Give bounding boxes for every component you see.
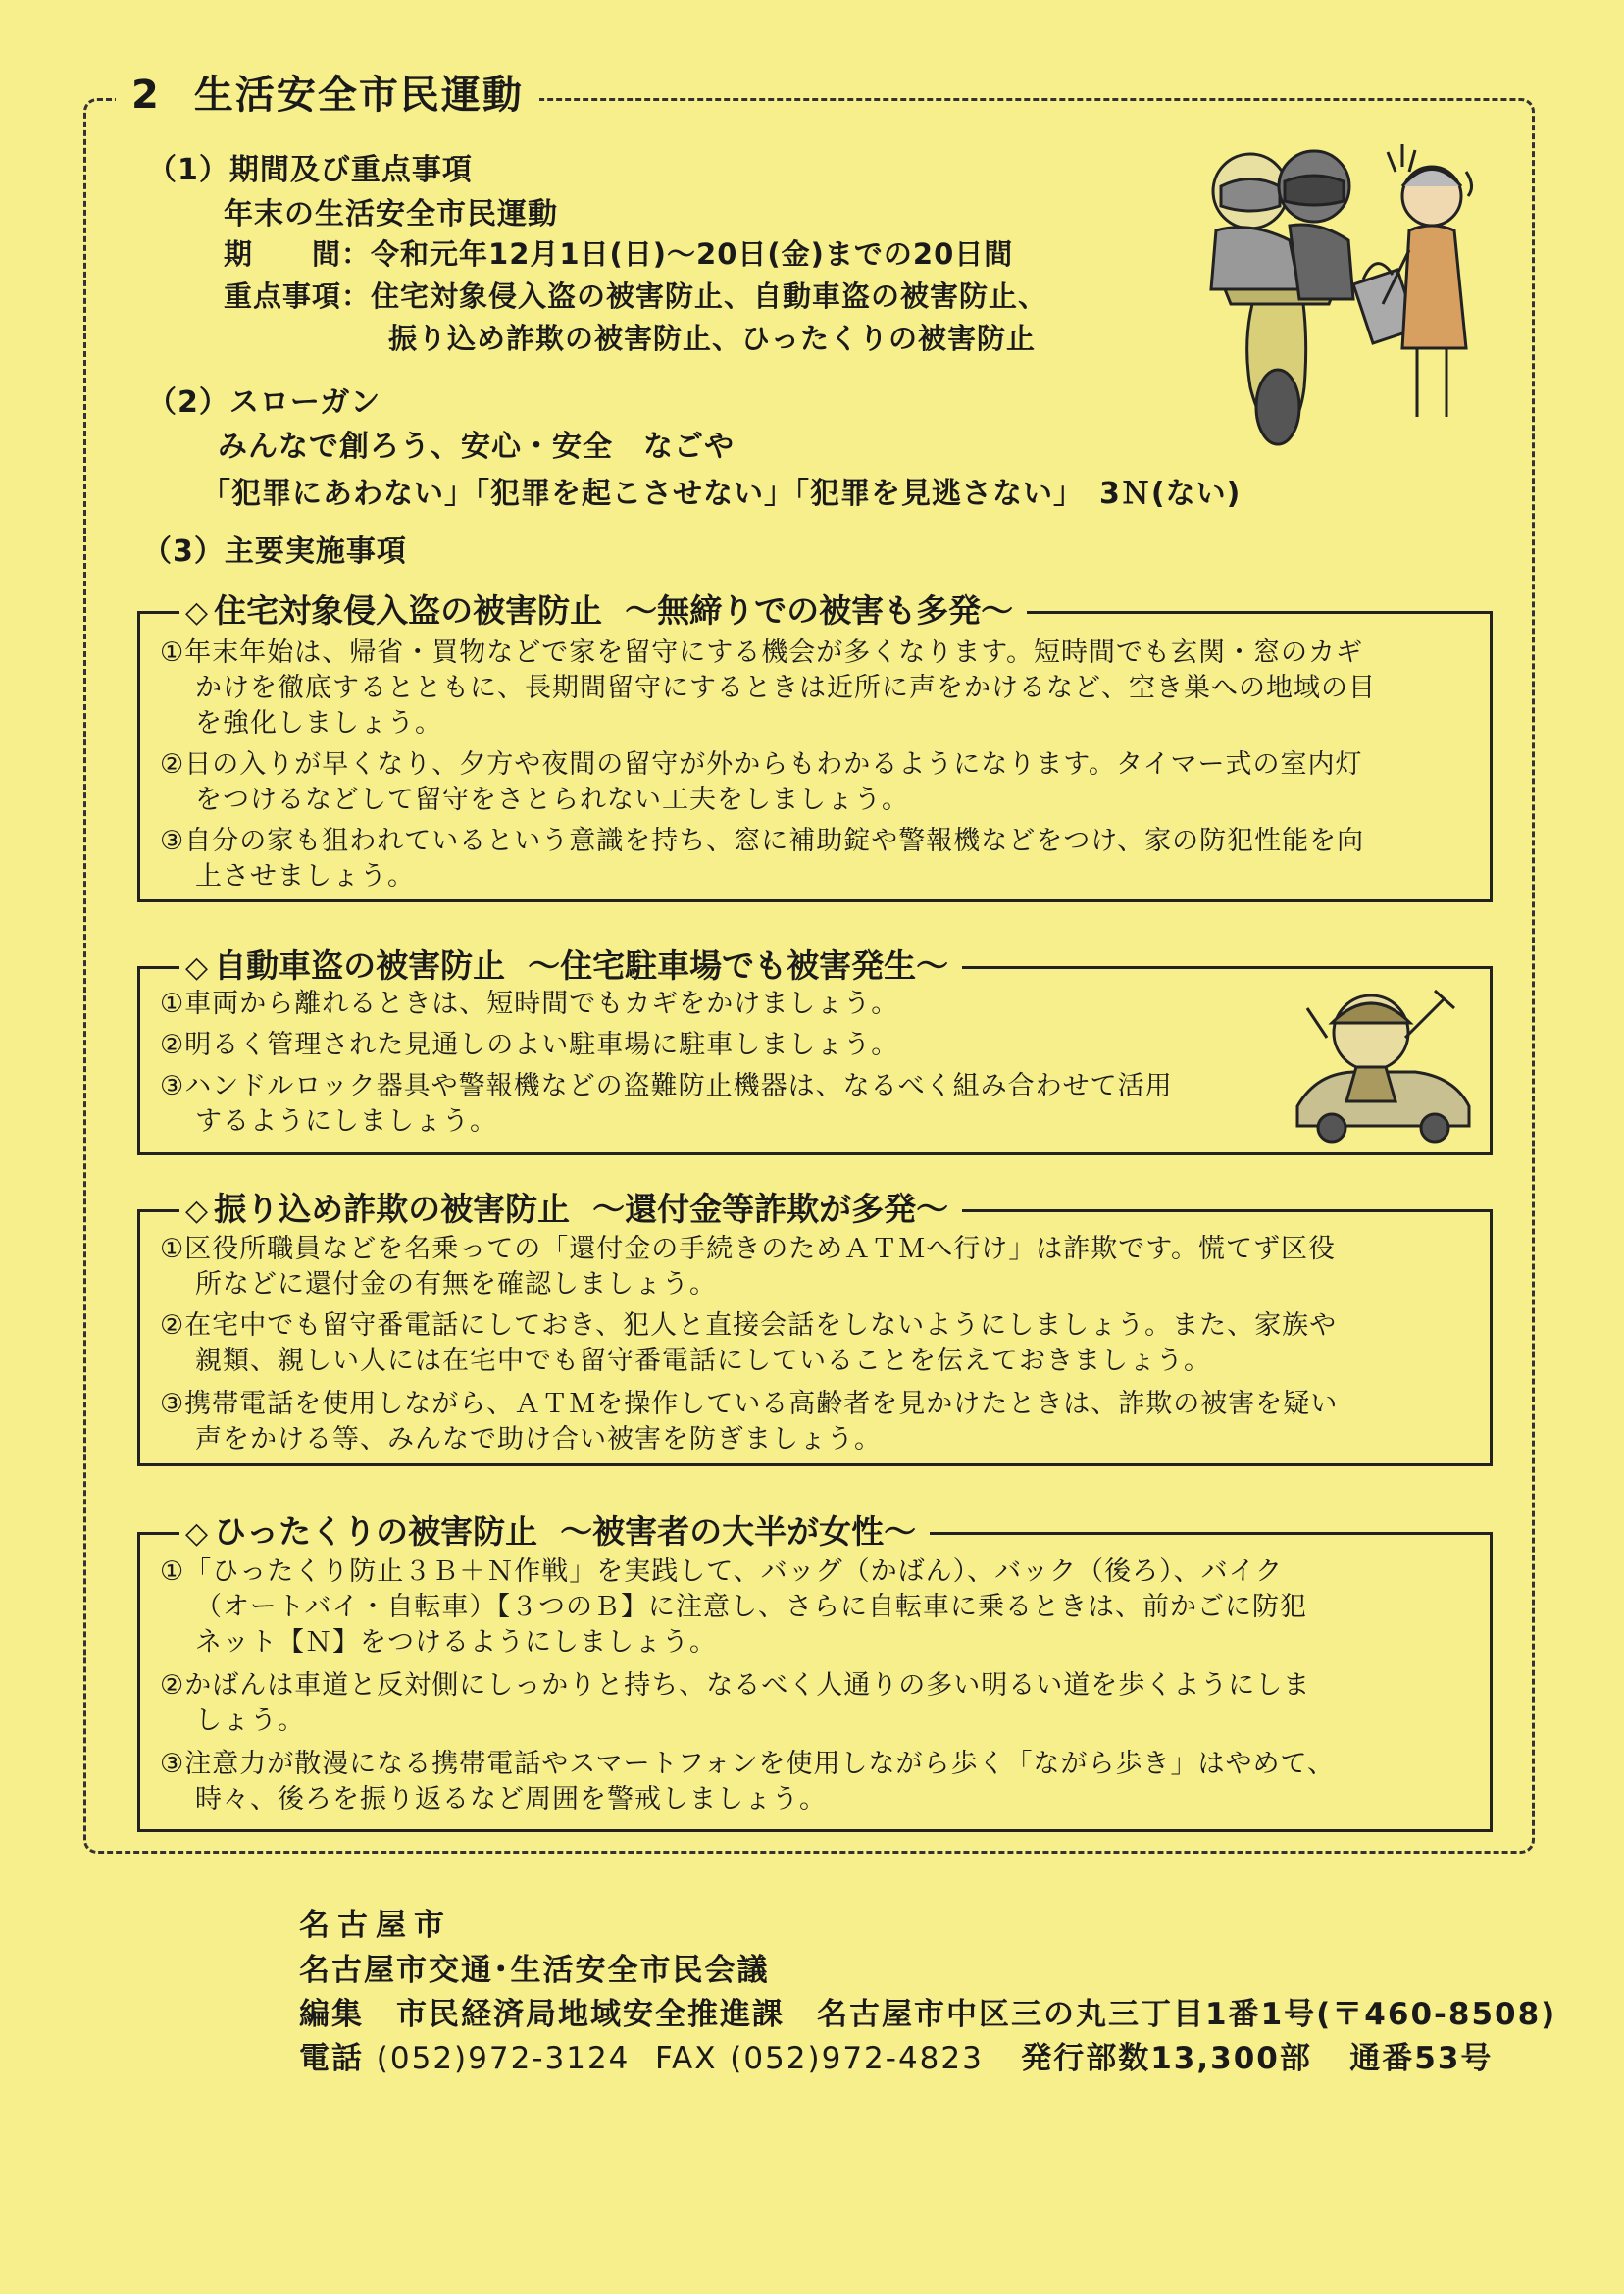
diamond-icon: ◇ [185,1194,209,1228]
box-fraud-tail: ～還付金等詐欺が多発～ [592,1190,949,1228]
box-snatching-title [179,1508,930,1555]
box-snatching [137,1512,1493,1832]
diamond-icon: ◇ [185,1516,209,1551]
box-car-theft [137,946,1493,1155]
box-title-rule [936,1531,1480,1534]
main-heading: （3）主要実施事項 [142,535,407,569]
footer-issue: 通番53号 [1349,2041,1494,2076]
box-car-theft-title-text: 自動車盗の被害防止 [214,946,506,985]
box-car-theft-tail: ～住宅駐車場でも被害発生～ [528,946,949,985]
section-title: 生活安全市民運動 [193,73,524,118]
box-fraud-title [179,1186,962,1233]
list-item: ②かばんは車道と反対側にしっかりと持ち、なるべく人通りの多い明るい道を歩くようにしま しょう。 [160,1670,1311,1736]
list-item: ①年末年始は、帰省・買物などで家を留守にする機会が多くなります。短時間でも玄関・窓のカギ かけを徹底するとともに、長期間留守にするときは近所に声をかけるなど、空き巣への地域の目 を強化しましょう。 [160,637,1376,739]
section-heading [116,71,539,120]
box-title-rule [968,1208,1480,1211]
footer-council: 名古屋市交通･生活安全市民会議 [299,1953,770,1988]
list-item: ③携帯電話を使用しながら、ＡＴＭを操作している高齢者を見かけたときは、詐欺の被害を疑い 声をかける等、みんなで助け合い被害を防ぎましょう。 [160,1389,1339,1454]
footer-tel: (052)972-3124 [376,2041,631,2076]
list-item: ①車両から離れるときは、短時間でもカギをかけましょう。 [160,989,899,1019]
focus-line-1: 住宅対象侵入盗の被害防止、自動車盗の被害防止、 [371,280,1048,313]
focus-line-2: 振り込め詐欺の被害防止、ひったくりの被害防止 [388,322,1037,355]
box-burglary-tail: ～無締りでの被害も多発～ [625,591,1014,630]
footer-copies: 発行部数13,300部 [1021,2041,1312,2076]
footer-edit: 編集 市民経済局地域安全推進課 名古屋市中区三の丸三丁目1番1号(〒460-8508) [299,1997,1557,2032]
slogan-heading: （2）スローガン [147,385,381,420]
campaign-name: 年末の生活安全市民運動 [224,197,558,231]
footer-contact [299,2033,1493,2077]
period-heading: （1）期間及び重点事項 [147,153,473,187]
list-item: ②在宅中でも留守番電話にしておき、犯人と直接会話をしないようにしましょう。また、家族や 親類、親しい人には在宅中でも留守番電話にしていることを伝えておきましょう。 [160,1310,1338,1376]
box-car-theft-title [179,943,962,990]
box-burglary-title [179,587,1027,635]
footer-tel-label: 電話 [299,2041,364,2076]
box-snatching-title-text: ひったくりの被害防止 [214,1512,538,1551]
list-item: ③注意力が散漫になる携帯電話やスマートフォンを使用しながら歩く「ながら歩き」はやめて、 時々、後ろを振り返るなど周囲を警戒しましょう。 [160,1749,1335,1814]
car-thief-illustration [1288,979,1479,1146]
diamond-icon: ◇ [185,950,209,985]
period-row [224,232,1013,273]
box-burglary-title-text: 住宅対象侵入盗の被害防止 [214,591,603,630]
box-fraud [137,1190,1493,1466]
list-item: ①「ひったくり防止３Ｂ＋Ｎ作戦」を実践して、バッグ（かばん）、バック（後ろ）、バイク （オートバイ・自転車）【３つのＢ】に注意し、さらに自転車に乗るときは、前かごに防犯 ネット【Ｎ】をつけるようにしましょう。 [160,1556,1307,1657]
list-item: ②日の入りが早くなり、夕方や夜間の留守が外からもわかるようになります。タイマー式の室内灯 をつけるなどして留守をさとられない工夫をしましょう。 [160,749,1363,815]
box-title-rule [1033,610,1480,613]
footer-city: 名古屋市 [299,1908,452,1943]
focus-label: 重点事項： [224,280,372,313]
diamond-icon: ◇ [185,595,209,630]
slogan-line-1: みんなで創ろう、安心・安全 なごや [218,430,735,464]
section-number: 2 [131,73,161,118]
footer-fax-label: FAX [655,2041,718,2076]
box-burglary [137,591,1493,902]
list-item: ③ハンドルロック器具や警報機などの盗難防止機器は、なるべく組み合わせて活用 するようにしましょう。 [160,1071,1173,1137]
list-item: ②明るく管理された見通しのよい駐車場に駐車しましょう。 [160,1030,899,1060]
period-value: 令和元年12月1日(日)～20日(金)までの20日間 [371,237,1014,271]
focus-row [224,275,1047,315]
list-item: ①区役所職員などを名乗っての「還付金の手続きのためＡＴＭへ行け」は詐欺です。慌てず区役 所などに還付金の有無を確認しましょう。 [160,1234,1337,1300]
footer-fax: (052)972-4823 [730,2041,984,2076]
list-item: ③自分の家も狙われているという意識を持ち、窓に補助錠や警報機などをつけ、家の防犯性能を向 上させましょう。 [160,826,1365,892]
slogan-line-2: 「犯罪にあわない」「犯罪を起こさせない」「犯罪を見逃さない」 3Ｎ(ない) [201,477,1242,511]
box-title-rule [968,965,1480,968]
period-label: 期 間： [224,237,372,271]
box-fraud-title-text: 振り込め詐欺の被害防止 [214,1190,571,1228]
box-snatching-tail: ～被害者の大半が女性～ [560,1512,917,1551]
motorcycle-snatcher-illustration [1152,132,1496,451]
